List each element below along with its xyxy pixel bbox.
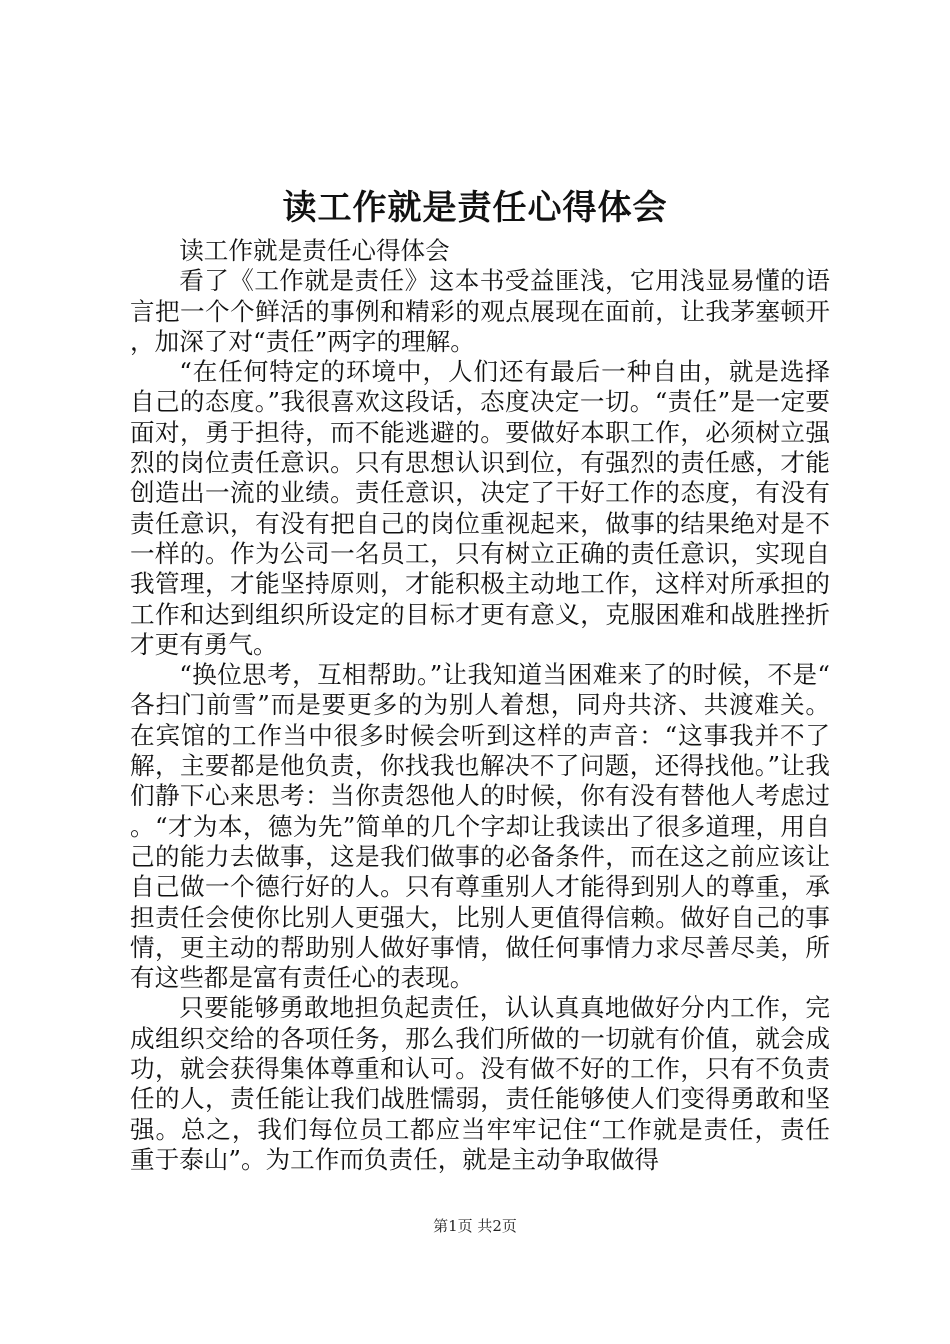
page-title: 读工作就是责任心得体会 bbox=[282, 188, 668, 228]
paragraph: 只要能够勇敢地担负起责任，认认真真地做好分内工作，完成组织交给的各项任务，那么我们所做的一切就有价值，就会成功，就会获得集体尊重和认可。没有做不好的工作，只有不负责任的人，责任能让我们战胜懦弱，责任能够使人们变得勇敢和坚强。总之，我们每位员工都应当牢牢记住“工作就是责任，责任重于泰山”。为工作而负责任，就是主动争取做得 bbox=[130, 993, 830, 1174]
page-number-footer: 第1页 共2页 bbox=[433, 1217, 517, 1235]
paragraph: 看了《工作就是责任》这本书受益匪浅，它用浅显易懂的语言把一个个鲜活的事例和精彩的观点展现在面前，让我茅塞顿开，加深了对“责任”两字的理解。 bbox=[130, 266, 830, 356]
paragraph: “在任何特定的环境中，人们还有最后一种自由，就是选择自己的态度。”我很喜欢这段话，态度决定一切。“责任”是一定要面对，勇于担待，而不能逃避的。要做好本职工作，必须树立强烈的岗位责任意识。只有思想认识到位，有强烈的责任感，才能创造出一流的业绩。责任意识，决定了干好工作的态度，有没有责任意识，有没有把自己的岗位重视起来，做事的结果绝对是不一样的。作为公司一名员工，只有树立正确的责任意识，实现自我管理，才能坚持原则，才能积极主动地工作，这样对所承担的工作和达到组织所设定的目标才更有意义，克服困难和战胜挫折才更有勇气。 bbox=[130, 357, 830, 659]
paragraph: “换位思考，互相帮助。”让我知道当困难来了的时候，不是“各扫门前雪”而是要更多的为别人着想，同舟共济、共渡难关。在宾馆的工作当中很多时候会听到这样的声音：“这事我并不了解，主要都是他负责，你找我也解决不了问题，还得找他。”让我们静下心来思考：当你责怨他人的时候，你有没有替他人考虑过。“才为本，德为先”简单的几个字却让我读出了很多道理，用自己的能力去做事，这是我们做事的必备条件，而在这之前应该让自己做一个德行好的人。只有尊重别人才能得到别人的尊重，承担责任会使你比别人更强大，比别人更值得信赖。做好自己的事情，更主动的帮助别人做好事情，做任何事情力求尽善尽美，所有这些都是富有责任心的表现。 bbox=[130, 660, 830, 993]
document-subtitle: 读工作就是责任心得体会 bbox=[179, 236, 450, 265]
document-body bbox=[130, 236, 830, 1175]
